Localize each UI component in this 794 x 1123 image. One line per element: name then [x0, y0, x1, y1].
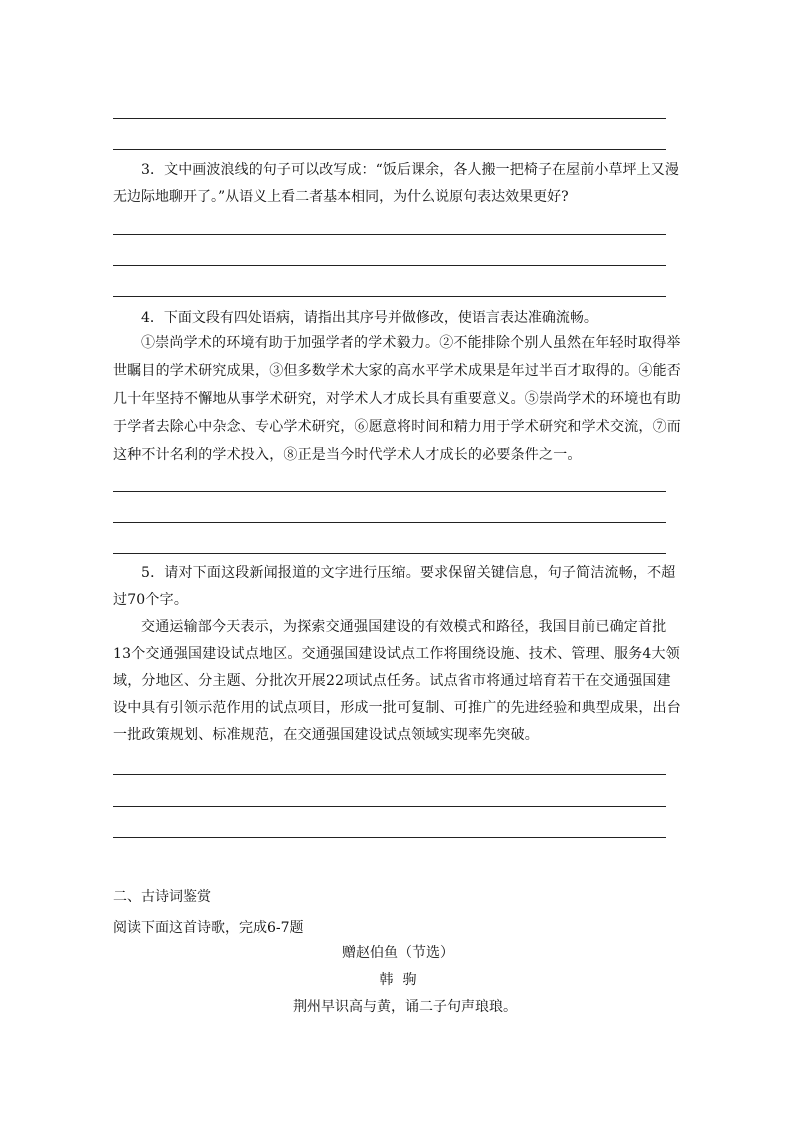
answer-line [113, 296, 666, 297]
answer-line [113, 149, 666, 150]
section-instruction: 阅读下面这首诗歌，完成6-7题 [113, 920, 304, 936]
q3-line2: 无边际地聊开了。”从语义上看二者基本相同，为什么说原句表达效果更好? [113, 189, 569, 205]
q3-line1: 3．文中画波浪线的句子可以改写成：“饭后课余，各人搬一把椅子在屋前小草坪上又漫 [141, 162, 679, 178]
poem-author: 韩 驹 [379, 972, 417, 988]
q4-passage: ①崇尚学术的环境有助于加强学者的学术毅力。②不能排除个别人虽然在年轻时取得举世瞩目的学术研究成果，③但多数学术大家的高水平学术成果是年过半百才取得的。④能否几十年坚持不懈地从事学术研究，对学术人才成长具有重要意义。⑤崇尚学术的环境也有助于学者去除心中杂念、专心学术研究，⑥愿意将时间和精力用于学术研究和学术交流，⑦而这种不计名利的学术投入，⑧正是当今时代学术人才成长的必要条件之一。 [113, 335, 681, 463]
q4-prompt: 4．下面文段有四处语病，请指出其序号并做修改，使语言表达准确流畅。 [141, 310, 598, 326]
answer-line [113, 234, 666, 235]
answer-line [113, 118, 666, 119]
answer-line [113, 265, 666, 266]
answer-line [113, 491, 666, 492]
section-heading: 二、古诗词鉴赏 [113, 889, 211, 905]
answer-line [113, 837, 666, 838]
poem-line: 荆州早识高与黄，诵二子句声琅琅。 [293, 999, 517, 1015]
answer-line [113, 806, 666, 807]
q5-passage: 交通运输部今天表示，为探索交通强国建设的有效模式和路径，我国目前已确定首批13个交通强国建设试点地区。交通强国建设试点工作将围绕设施、技术、管理、服务4大领域，分地区、分主题、分批次开展22项试点任务。试点省市将通过培育若干在交通强国建设中具有引领示范作用的试点项目，形成一批可复制、可推广的先进经验和典型成果，出台一批政策规划、标准规范，在交通强国建设试点领域实现率先突破。 [113, 619, 681, 743]
poem-title: 赠赵伯鱼（节选） [342, 945, 454, 961]
answer-line [113, 522, 666, 523]
answer-line [113, 774, 666, 775]
answer-line [113, 553, 666, 554]
q5-prompt: 5．请对下面这段新闻报道的文字进行压缩。要求保留关键信息，句子简洁流畅，不超过70个字。 [113, 565, 676, 608]
